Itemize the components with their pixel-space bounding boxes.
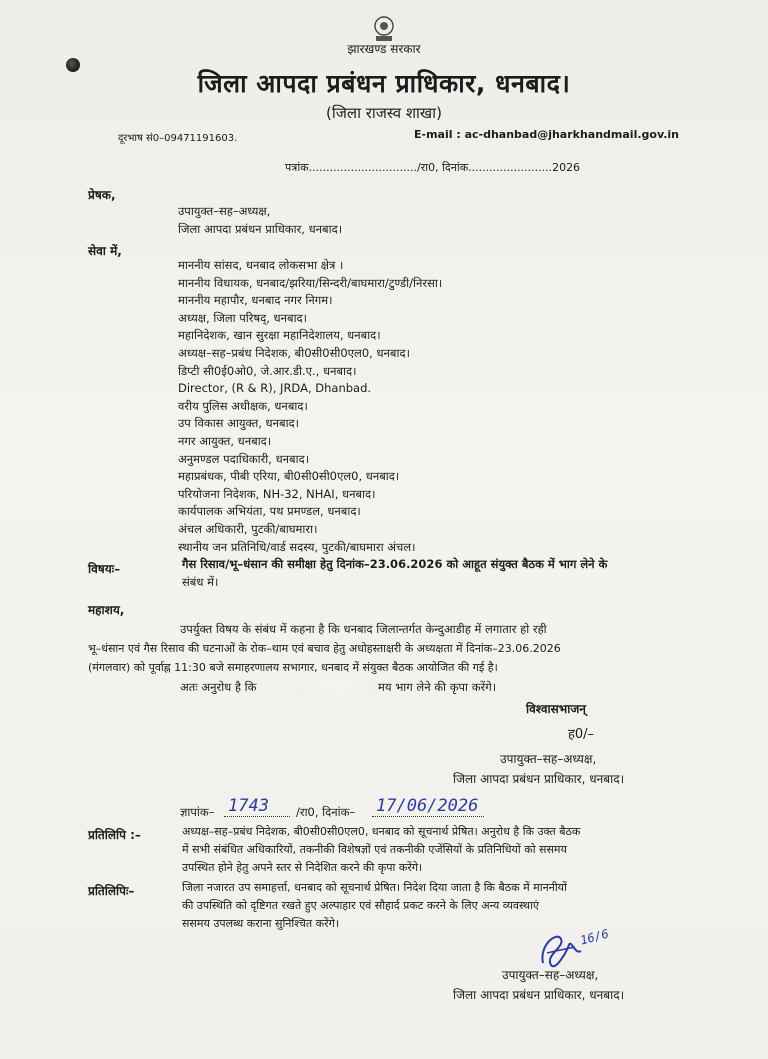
recipient-item: माननीय विधायक, धनबाद/झरिया/सिन्दरी/बाघमारा/टुण्डी/निरसा। bbox=[178, 276, 443, 290]
copy2-line-1: जिला नजारत उप समाहर्त्ता, धनबाद को सूचनार्थ प्रेषित। निदेश दिया जाता है कि बैठक में माननीयों bbox=[182, 881, 567, 894]
signature2-designation-1: उपायुक्त–सह–अध्यक्ष, bbox=[502, 968, 599, 982]
copy2-line-2: की उपस्थिति को दृष्टिगत रखते हुए अल्पाहार एवं सौहार्द प्रकट करने के लिए अन्य व्यवस्थाएं bbox=[182, 899, 540, 912]
recipient-item: डिप्टी सी0ई0ओ0, जे.आर.डी.ए., धनबाद। bbox=[178, 364, 357, 378]
signature2-designation-2: जिला आपदा प्रबंधन प्राधिकार, धनबाद। bbox=[453, 988, 625, 1002]
salutation: महाशय, bbox=[88, 603, 125, 617]
copy1-line-2: में सभी संबंधित अधिकारियों, तकनीकी विशेषज्ञों एवं तकनीकी एजेंसियों के प्रतिनिधियों को ससमय bbox=[182, 843, 567, 856]
reference-line: पत्रांक.............................../रा0, दिनांक........................2026 bbox=[285, 161, 581, 174]
recipient-item: महानिदेशक, खान सुरक्षा महानिदेशालय, धनबाद। bbox=[178, 328, 381, 342]
recipient-item: अंचल अधिकारी, पुटकी/बाघमारा। bbox=[178, 522, 318, 536]
subject-line-2: संबंध में। bbox=[182, 575, 219, 589]
recipient-item: परियोजना निदेशक, NH-32, NHAI, धनबाद। bbox=[178, 487, 376, 501]
memo-number-handwritten: 1743 bbox=[228, 796, 269, 816]
recipient-item: नगर आयुक्त, धनबाद। bbox=[178, 434, 272, 448]
recipient-item: अध्यक्ष–सह–प्रबंध निदेशक, बी0सी0सी0एल0, धनबाद। bbox=[178, 346, 410, 360]
signed-mark: ह0/– bbox=[568, 727, 595, 742]
signature-initials-date: 16/6 bbox=[578, 926, 611, 948]
closing: विश्वासभाजन् bbox=[526, 702, 586, 716]
recipient-item: माननीय महापौर, धनबाद नगर निगम। bbox=[178, 293, 333, 307]
memo-date-handwritten: 17/06/2026 bbox=[376, 796, 479, 816]
recipient-item: उप विकास आयुक्त, धनबाद। bbox=[178, 416, 300, 430]
office-title: जिला आपदा प्रबंधन प्राधिकार, धनबाद। bbox=[197, 69, 571, 98]
recipient-item: अध्यक्ष, जिला परिषद्, धनबाद। bbox=[178, 311, 308, 325]
body-line-1: उपर्युक्त विषय के संबंध में कहना है कि धनबाद जिलान्तर्गत केन्दुआडीह में लगातार हो रही bbox=[180, 622, 547, 636]
memo-middle: /रा0, दिनांक– bbox=[296, 805, 356, 819]
body-line-2: भू–धंसान एवं गैस रिसाव की घटनाओं के रोक–थाम एवं बचाव हेतु अधोहस्ताक्षरी के अध्यक्षता में दिनांक–23.06.2026 bbox=[88, 642, 561, 655]
copy1-line-3: उपस्थित होने हेतु अपने स्तर से निदेशित करने की कृपा करेंगे। bbox=[182, 861, 423, 874]
recipient-item: वरीय पुलिस अधीक्षक, धनबाद। bbox=[178, 399, 308, 413]
branch-name: (जिला राजस्व शाखा) bbox=[326, 104, 442, 122]
request-start: अतः अनुरोध है कि bbox=[180, 680, 257, 694]
phone-number: दूरभाष सं0–09471191603. bbox=[118, 133, 238, 144]
copy2-line-3: ससमय उपलब्ध कराना सुनिश्चित करेंगे। bbox=[182, 917, 339, 930]
signature1-designation-2: जिला आपदा प्रबंधन प्राधिकार, धनबाद। bbox=[453, 772, 625, 786]
sender-line-1: उपायुक्त–सह–अध्यक्ष, bbox=[178, 204, 271, 218]
recipient-item: माननीय सांसद, धनबाद लोकसभा क्षेत्र । bbox=[178, 258, 344, 272]
request-end: मय भाग लेने की कृपा करेंगे। bbox=[378, 680, 497, 694]
copy1-line-1: अध्यक्ष–सह–प्रबंध निदेशक, बी0सी0सी0एल0, धनबाद को सूचनार्थ प्रेषित। अनुरोध है कि उक्त बैठक bbox=[182, 825, 581, 838]
subject-line-1: गैस रिसाव/भू–धंसान की समीक्षा हेतु दिनांक–23.06.2026 को आहूत संयुक्त बैठक में भाग लेने के bbox=[182, 557, 608, 571]
copy2-label: प्रतिलिपिः– bbox=[88, 884, 135, 898]
memo-label: ज्ञापांक– bbox=[180, 805, 215, 819]
recipient-item: कार्यपालक अभियंता, पथ प्रमण्डल, धनबाद। bbox=[178, 504, 361, 518]
recipients-label: सेवा में, bbox=[88, 244, 122, 258]
recipient-item: Director, (R & R), JRDA, Dhanbad. bbox=[178, 381, 372, 395]
body-line-3: (मंगलवार) को पूर्वाह्न 11:30 बजे समाहरणालय सभागार, धनबाद में संयुक्त बैठक आयोजित की गई है। bbox=[88, 661, 498, 674]
memo-date-dots bbox=[372, 816, 484, 817]
memo-number-dots bbox=[224, 816, 290, 817]
email-address: E-mail : ac-dhanbad@jharkhandmail.gov.in bbox=[414, 128, 680, 141]
signature1-designation-1: उपायुक्त–सह–अध्यक्ष, bbox=[500, 752, 597, 766]
recipient-item: स्थानीय जन प्रतिनिधि/वार्ड सदस्य, पुटकी/बाघमारा अंचल। bbox=[178, 540, 416, 554]
blurred-text-region bbox=[295, 681, 377, 695]
copy1-label: प्रतिलिपि :– bbox=[88, 828, 141, 842]
sender-label: प्रेषक, bbox=[88, 188, 116, 202]
government-name: झारखण्ड सरकार bbox=[347, 42, 421, 56]
recipient-item: महाप्रबंधक, पीबी एरिया, बी0सी0सी0एल0, धनबाद। bbox=[178, 469, 400, 483]
recipient-item: अनुमण्डल पदाधिकारी, धनबाद। bbox=[178, 452, 310, 466]
sender-line-2: जिला आपदा प्रबंधन प्राधिकार, धनबाद। bbox=[178, 222, 343, 236]
subject-label: विषयः– bbox=[88, 562, 121, 576]
